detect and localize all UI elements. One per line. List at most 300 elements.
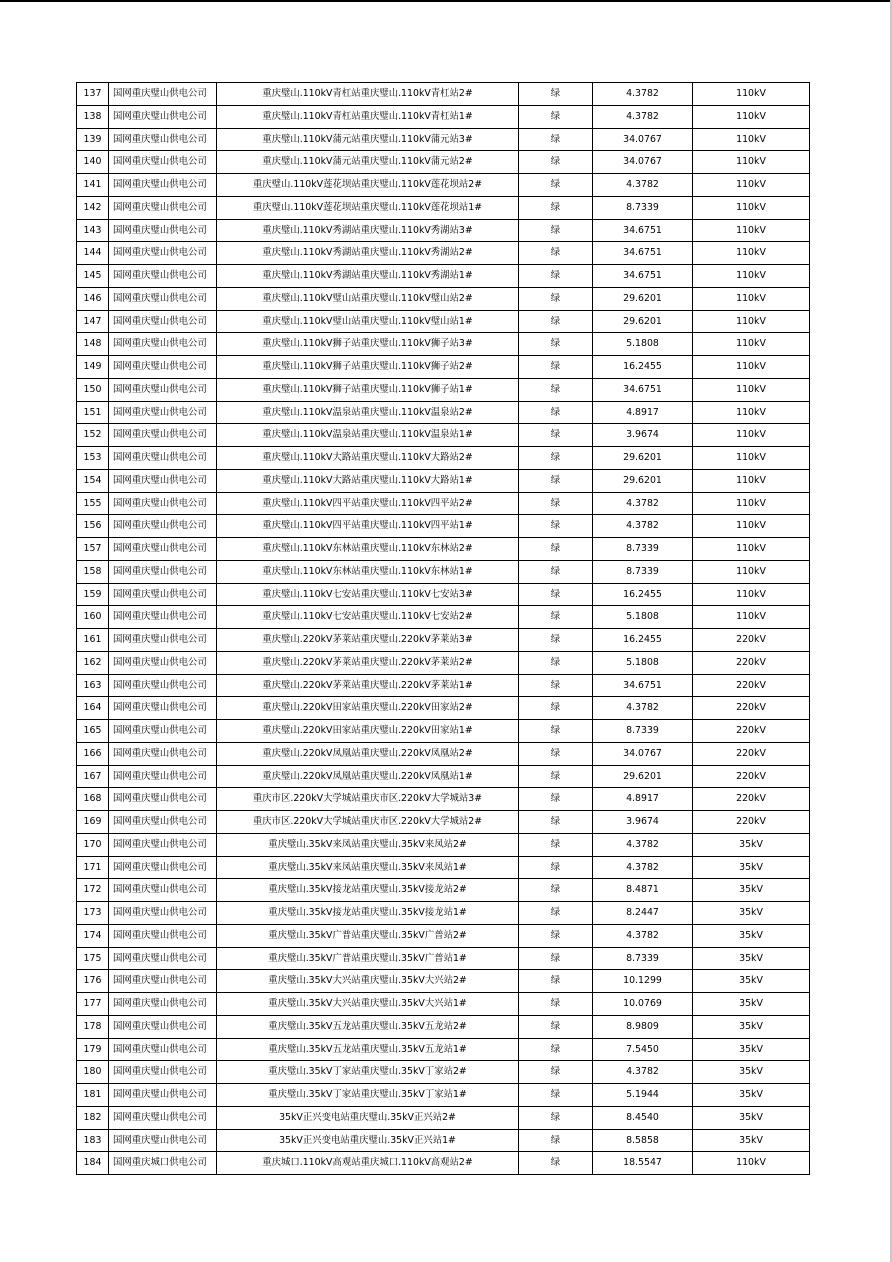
company-cell: 国网重庆璧山供电公司 [109,697,217,720]
row-index-cell: 147 [77,310,109,333]
value-cell: 8.7339 [593,560,693,583]
voltage-cell: 110kV [693,583,810,606]
value-cell: 4.3782 [593,515,693,538]
status-cell: 绿 [519,902,593,925]
voltage-cell: 35kV [693,1129,810,1152]
company-cell: 国网重庆璧山供电公司 [109,651,217,674]
row-index-cell: 150 [77,378,109,401]
status-cell: 绿 [519,515,593,538]
row-index-cell: 164 [77,697,109,720]
station-name-cell: 重庆璧山.110kV四平站重庆璧山.110kV四平站1# [217,515,519,538]
row-index-cell: 142 [77,196,109,219]
table-row [77,1129,810,1152]
station-name-cell: 重庆璧山.35kV大兴站重庆璧山.35kV大兴站1# [217,993,519,1016]
voltage-cell: 110kV [693,310,810,333]
row-index-cell: 180 [77,1061,109,1084]
company-cell: 国网重庆璧山供电公司 [109,401,217,424]
company-cell: 国网重庆璧山供电公司 [109,970,217,993]
table-row [77,151,810,174]
status-cell: 绿 [519,879,593,902]
value-cell: 29.6201 [593,287,693,310]
table-row [77,970,810,993]
status-cell: 绿 [519,333,593,356]
station-name-cell: 重庆璧山.35kV广普站重庆璧山.35kV广普站1# [217,947,519,970]
table-row [77,1084,810,1107]
company-cell: 国网重庆璧山供电公司 [109,902,217,925]
row-index-cell: 144 [77,242,109,265]
company-cell: 国网重庆璧山供电公司 [109,879,217,902]
company-cell: 国网重庆璧山供电公司 [109,469,217,492]
voltage-cell: 110kV [693,447,810,470]
value-cell: 8.5858 [593,1129,693,1152]
voltage-cell: 110kV [693,265,810,288]
company-cell: 国网重庆璧山供电公司 [109,310,217,333]
table-row [77,401,810,424]
company-cell: 国网重庆璧山供电公司 [109,856,217,879]
company-cell: 国网重庆璧山供电公司 [109,287,217,310]
value-cell: 34.6751 [593,265,693,288]
status-cell: 绿 [519,1129,593,1152]
company-cell: 国网重庆璧山供电公司 [109,560,217,583]
company-cell: 国网重庆璧山供电公司 [109,538,217,561]
voltage-cell: 35kV [693,1038,810,1061]
table-row [77,606,810,629]
value-cell: 4.3782 [593,83,693,106]
row-index-cell: 179 [77,1038,109,1061]
company-cell: 国网重庆璧山供电公司 [109,356,217,379]
table-row [77,128,810,151]
row-index-cell: 151 [77,401,109,424]
company-cell: 国网重庆璧山供电公司 [109,606,217,629]
row-index-cell: 178 [77,1015,109,1038]
row-index-cell: 152 [77,424,109,447]
voltage-cell: 110kV [693,174,810,197]
station-name-cell: 重庆璧山.110kV璧山站重庆璧山.110kV璧山站2# [217,287,519,310]
value-cell: 16.2455 [593,629,693,652]
station-name-cell: 重庆璧山.220kV茅莱站重庆璧山.220kV茅莱站2# [217,651,519,674]
value-cell: 29.6201 [593,447,693,470]
voltage-cell: 110kV [693,378,810,401]
voltage-cell: 35kV [693,924,810,947]
table-row [77,1038,810,1061]
voltage-cell: 220kV [693,629,810,652]
table-row [77,515,810,538]
voltage-cell: 110kV [693,287,810,310]
status-cell: 绿 [519,947,593,970]
station-name-cell: 35kV正兴变电站重庆璧山.35kV正兴站2# [217,1106,519,1129]
table-row [77,378,810,401]
table-row [77,265,810,288]
voltage-cell: 110kV [693,219,810,242]
row-index-cell: 181 [77,1084,109,1107]
table-row [77,629,810,652]
row-index-cell: 146 [77,287,109,310]
station-name-cell: 重庆璧山.110kV东林站重庆璧山.110kV东林站1# [217,560,519,583]
company-cell: 国网重庆璧山供电公司 [109,83,217,106]
table-row [77,833,810,856]
company-cell: 国网重庆璧山供电公司 [109,424,217,447]
company-cell: 国网重庆璧山供电公司 [109,105,217,128]
table-row [77,83,810,106]
company-cell: 国网重庆璧山供电公司 [109,196,217,219]
value-cell: 8.7339 [593,720,693,743]
station-name-cell: 重庆璧山.110kV大路站重庆璧山.110kV大路站1# [217,469,519,492]
table-row [77,742,810,765]
table-row [77,1061,810,1084]
station-name-cell: 重庆璧山.110kV秀湖站重庆璧山.110kV秀湖站2# [217,242,519,265]
value-cell: 8.4540 [593,1106,693,1129]
row-index-cell: 175 [77,947,109,970]
value-cell: 34.6751 [593,674,693,697]
station-name-cell: 重庆璧山.220kV茅莱站重庆璧山.220kV茅莱站1# [217,674,519,697]
row-index-cell: 162 [77,651,109,674]
status-cell: 绿 [519,788,593,811]
company-cell: 国网重庆璧山供电公司 [109,629,217,652]
table-row [77,583,810,606]
value-cell: 29.6201 [593,469,693,492]
voltage-cell: 35kV [693,1015,810,1038]
row-index-cell: 183 [77,1129,109,1152]
status-cell: 绿 [519,196,593,219]
station-name-cell: 重庆璧山.35kV五龙站重庆璧山.35kV五龙站1# [217,1038,519,1061]
value-cell: 4.3782 [593,833,693,856]
table-row [77,1152,810,1175]
status-cell: 绿 [519,105,593,128]
company-cell: 国网重庆璧山供电公司 [109,1061,217,1084]
table-row [77,538,810,561]
station-name-cell: 重庆璧山.110kV东林站重庆璧山.110kV东林站2# [217,538,519,561]
table-body [77,83,810,1175]
company-cell: 国网重庆璧山供电公司 [109,833,217,856]
station-name-cell: 重庆璧山.220kV凤凰站重庆璧山.220kV凤凰站1# [217,765,519,788]
row-index-cell: 165 [77,720,109,743]
value-cell: 34.6751 [593,242,693,265]
row-index-cell: 155 [77,492,109,515]
row-index-cell: 172 [77,879,109,902]
voltage-cell: 110kV [693,356,810,379]
row-index-cell: 177 [77,993,109,1016]
status-cell: 绿 [519,1152,593,1175]
station-name-cell: 35kV正兴变电站重庆璧山.35kV正兴站1# [217,1129,519,1152]
row-index-cell: 171 [77,856,109,879]
company-cell: 国网重庆璧山供电公司 [109,674,217,697]
voltage-cell: 110kV [693,242,810,265]
status-cell: 绿 [519,128,593,151]
station-name-cell: 重庆璧山.110kV蒲元站重庆璧山.110kV蒲元站3# [217,128,519,151]
status-cell: 绿 [519,560,593,583]
row-index-cell: 169 [77,811,109,834]
table-row [77,1106,810,1129]
station-name-cell: 重庆璧山.220kV凤凰站重庆璧山.220kV凤凰站2# [217,742,519,765]
table-row [77,1015,810,1038]
row-index-cell: 174 [77,924,109,947]
company-cell: 国网重庆璧山供电公司 [109,583,217,606]
table-row [77,219,810,242]
station-name-cell: 重庆璧山.110kV温泉站重庆璧山.110kV温泉站2# [217,401,519,424]
voltage-cell: 110kV [693,538,810,561]
voltage-cell: 110kV [693,560,810,583]
voltage-cell: 220kV [693,811,810,834]
value-cell: 4.3782 [593,492,693,515]
row-index-cell: 139 [77,128,109,151]
table-row [77,310,810,333]
status-cell: 绿 [519,583,593,606]
value-cell: 4.3782 [593,105,693,128]
table-row [77,424,810,447]
status-cell: 绿 [519,287,593,310]
table-row [77,492,810,515]
value-cell: 10.0769 [593,993,693,1016]
table-row [77,105,810,128]
row-index-cell: 159 [77,583,109,606]
row-index-cell: 148 [77,333,109,356]
top-rule [0,0,892,2]
company-cell: 国网重庆璧山供电公司 [109,265,217,288]
value-cell: 4.3782 [593,924,693,947]
company-cell: 国网重庆璧山供电公司 [109,765,217,788]
status-cell: 绿 [519,242,593,265]
table-row [77,993,810,1016]
company-cell: 国网重庆璧山供电公司 [109,1038,217,1061]
value-cell: 5.1808 [593,333,693,356]
table-row [77,697,810,720]
station-name-cell: 重庆璧山.110kV青杠站重庆璧山.110kV青杠站1# [217,105,519,128]
company-cell: 国网重庆璧山供电公司 [109,378,217,401]
status-cell: 绿 [519,811,593,834]
table-row [77,447,810,470]
value-cell: 8.7339 [593,196,693,219]
station-name-cell: 重庆璧山.110kV璧山站重庆璧山.110kV璧山站1# [217,310,519,333]
station-name-cell: 重庆璧山.110kV温泉站重庆璧山.110kV温泉站1# [217,424,519,447]
value-cell: 34.0767 [593,151,693,174]
row-index-cell: 161 [77,629,109,652]
row-index-cell: 137 [77,83,109,106]
company-cell: 国网重庆璧山供电公司 [109,788,217,811]
value-cell: 29.6201 [593,310,693,333]
voltage-cell: 110kV [693,515,810,538]
status-cell: 绿 [519,765,593,788]
table-row [77,469,810,492]
table-row [77,720,810,743]
company-cell: 国网重庆璧山供电公司 [109,993,217,1016]
table-row [77,924,810,947]
company-cell: 国网重庆璧山供电公司 [109,492,217,515]
voltage-cell: 35kV [693,947,810,970]
voltage-cell: 220kV [693,674,810,697]
status-cell: 绿 [519,424,593,447]
station-name-cell: 重庆璧山.35kV接龙站重庆璧山.35kV接龙站2# [217,879,519,902]
row-index-cell: 168 [77,788,109,811]
status-cell: 绿 [519,538,593,561]
voltage-cell: 110kV [693,105,810,128]
value-cell: 5.1944 [593,1084,693,1107]
table-row [77,765,810,788]
row-index-cell: 166 [77,742,109,765]
voltage-cell: 35kV [693,993,810,1016]
status-cell: 绿 [519,469,593,492]
company-cell: 国网重庆璧山供电公司 [109,447,217,470]
status-cell: 绿 [519,697,593,720]
voltage-cell: 220kV [693,742,810,765]
row-index-cell: 170 [77,833,109,856]
station-name-cell: 重庆璧山.35kV丁家站重庆璧山.35kV丁家站2# [217,1061,519,1084]
voltage-cell: 35kV [693,902,810,925]
company-cell: 国网重庆璧山供电公司 [109,219,217,242]
data-table [76,82,810,1175]
table-row [77,879,810,902]
station-name-cell: 重庆璧山.110kV莲花坝站重庆璧山.110kV莲花坝站2# [217,174,519,197]
company-cell: 国网重庆璧山供电公司 [109,1015,217,1038]
status-cell: 绿 [519,924,593,947]
station-name-cell: 重庆璧山.110kV大路站重庆璧山.110kV大路站2# [217,447,519,470]
value-cell: 34.0767 [593,128,693,151]
value-cell: 8.4871 [593,879,693,902]
row-index-cell: 140 [77,151,109,174]
voltage-cell: 110kV [693,469,810,492]
voltage-cell: 220kV [693,720,810,743]
station-name-cell: 重庆城口.110kV高观站重庆城口.110kV高观站2# [217,1152,519,1175]
table-row [77,356,810,379]
value-cell: 8.9809 [593,1015,693,1038]
row-index-cell: 149 [77,356,109,379]
voltage-cell: 220kV [693,697,810,720]
row-index-cell: 160 [77,606,109,629]
status-cell: 绿 [519,401,593,424]
status-cell: 绿 [519,356,593,379]
station-name-cell: 重庆璧山.35kV五龙站重庆璧山.35kV五龙站2# [217,1015,519,1038]
status-cell: 绿 [519,993,593,1016]
voltage-cell: 35kV [693,833,810,856]
status-cell: 绿 [519,174,593,197]
table-row [77,560,810,583]
voltage-cell: 35kV [693,970,810,993]
company-cell: 国网重庆璧山供电公司 [109,174,217,197]
status-cell: 绿 [519,219,593,242]
row-index-cell: 145 [77,265,109,288]
company-cell: 国网重庆璧山供电公司 [109,947,217,970]
station-name-cell: 重庆璧山.110kV狮子站重庆璧山.110kV狮子站1# [217,378,519,401]
value-cell: 4.3782 [593,856,693,879]
company-cell: 国网重庆璧山供电公司 [109,720,217,743]
table-row [77,333,810,356]
value-cell: 8.7339 [593,538,693,561]
status-cell: 绿 [519,720,593,743]
row-index-cell: 156 [77,515,109,538]
status-cell: 绿 [519,1015,593,1038]
company-cell: 国网重庆璧山供电公司 [109,515,217,538]
station-name-cell: 重庆璧山.35kV广普站重庆璧山.35kV广普站2# [217,924,519,947]
row-index-cell: 176 [77,970,109,993]
status-cell: 绿 [519,151,593,174]
status-cell: 绿 [519,447,593,470]
value-cell: 4.3782 [593,697,693,720]
voltage-cell: 35kV [693,1106,810,1129]
value-cell: 34.6751 [593,378,693,401]
company-cell: 国网重庆璧山供电公司 [109,333,217,356]
status-cell: 绿 [519,265,593,288]
voltage-cell: 35kV [693,879,810,902]
voltage-cell: 110kV [693,128,810,151]
table-row [77,947,810,970]
station-name-cell: 重庆璧山.35kV大兴站重庆璧山.35kV大兴站2# [217,970,519,993]
voltage-cell: 35kV [693,1084,810,1107]
table-row [77,788,810,811]
status-cell: 绿 [519,1038,593,1061]
voltage-cell: 220kV [693,788,810,811]
station-name-cell: 重庆璧山.110kV狮子站重庆璧山.110kV狮子站2# [217,356,519,379]
status-cell: 绿 [519,310,593,333]
value-cell: 5.1808 [593,606,693,629]
row-index-cell: 154 [77,469,109,492]
row-index-cell: 184 [77,1152,109,1175]
value-cell: 18.5547 [593,1152,693,1175]
value-cell: 16.2455 [593,356,693,379]
station-name-cell: 重庆璧山.35kV接龙站重庆璧山.35kV接龙站1# [217,902,519,925]
value-cell: 4.3782 [593,174,693,197]
row-index-cell: 141 [77,174,109,197]
table-row [77,196,810,219]
status-cell: 绿 [519,378,593,401]
station-name-cell: 重庆璧山.110kV四平站重庆璧山.110kV四平站2# [217,492,519,515]
voltage-cell: 110kV [693,424,810,447]
company-cell: 国网重庆城口供电公司 [109,1152,217,1175]
voltage-cell: 110kV [693,1152,810,1175]
table-row [77,287,810,310]
station-name-cell: 重庆璧山.110kV七安站重庆璧山.110kV七安站3# [217,583,519,606]
value-cell: 34.0767 [593,742,693,765]
voltage-cell: 110kV [693,196,810,219]
station-name-cell: 重庆市区.220kV大学城站重庆市区.220kV大学城站2# [217,811,519,834]
status-cell: 绿 [519,83,593,106]
station-name-cell: 重庆璧山.220kV茅莱站重庆璧山.220kV茅莱站3# [217,629,519,652]
station-name-cell: 重庆璧山.110kV莲花坝站重庆璧山.110kV莲花坝站1# [217,196,519,219]
station-name-cell: 重庆璧山.220kV田家站重庆璧山.220kV田家站2# [217,697,519,720]
voltage-cell: 110kV [693,151,810,174]
row-index-cell: 163 [77,674,109,697]
table-row [77,174,810,197]
status-cell: 绿 [519,674,593,697]
station-name-cell: 重庆市区.220kV大学城站重庆市区.220kV大学城站3# [217,788,519,811]
value-cell: 4.8917 [593,401,693,424]
voltage-cell: 110kV [693,606,810,629]
station-name-cell: 重庆璧山.110kV七安站重庆璧山.110kV七安站2# [217,606,519,629]
status-cell: 绿 [519,1106,593,1129]
status-cell: 绿 [519,629,593,652]
value-cell: 34.6751 [593,219,693,242]
status-cell: 绿 [519,606,593,629]
value-cell: 3.9674 [593,424,693,447]
value-cell: 16.2455 [593,583,693,606]
station-name-cell: 重庆璧山.220kV田家站重庆璧山.220kV田家站1# [217,720,519,743]
company-cell: 国网重庆璧山供电公司 [109,1084,217,1107]
row-index-cell: 173 [77,902,109,925]
table-row [77,651,810,674]
table-row [77,902,810,925]
value-cell: 3.9674 [593,811,693,834]
value-cell: 10.1299 [593,970,693,993]
row-index-cell: 143 [77,219,109,242]
table-row [77,856,810,879]
company-cell: 国网重庆璧山供电公司 [109,128,217,151]
table-row [77,242,810,265]
company-cell: 国网重庆璧山供电公司 [109,1129,217,1152]
status-cell: 绿 [519,856,593,879]
table-row [77,674,810,697]
row-index-cell: 182 [77,1106,109,1129]
status-cell: 绿 [519,833,593,856]
company-cell: 国网重庆璧山供电公司 [109,242,217,265]
company-cell: 国网重庆璧山供电公司 [109,924,217,947]
